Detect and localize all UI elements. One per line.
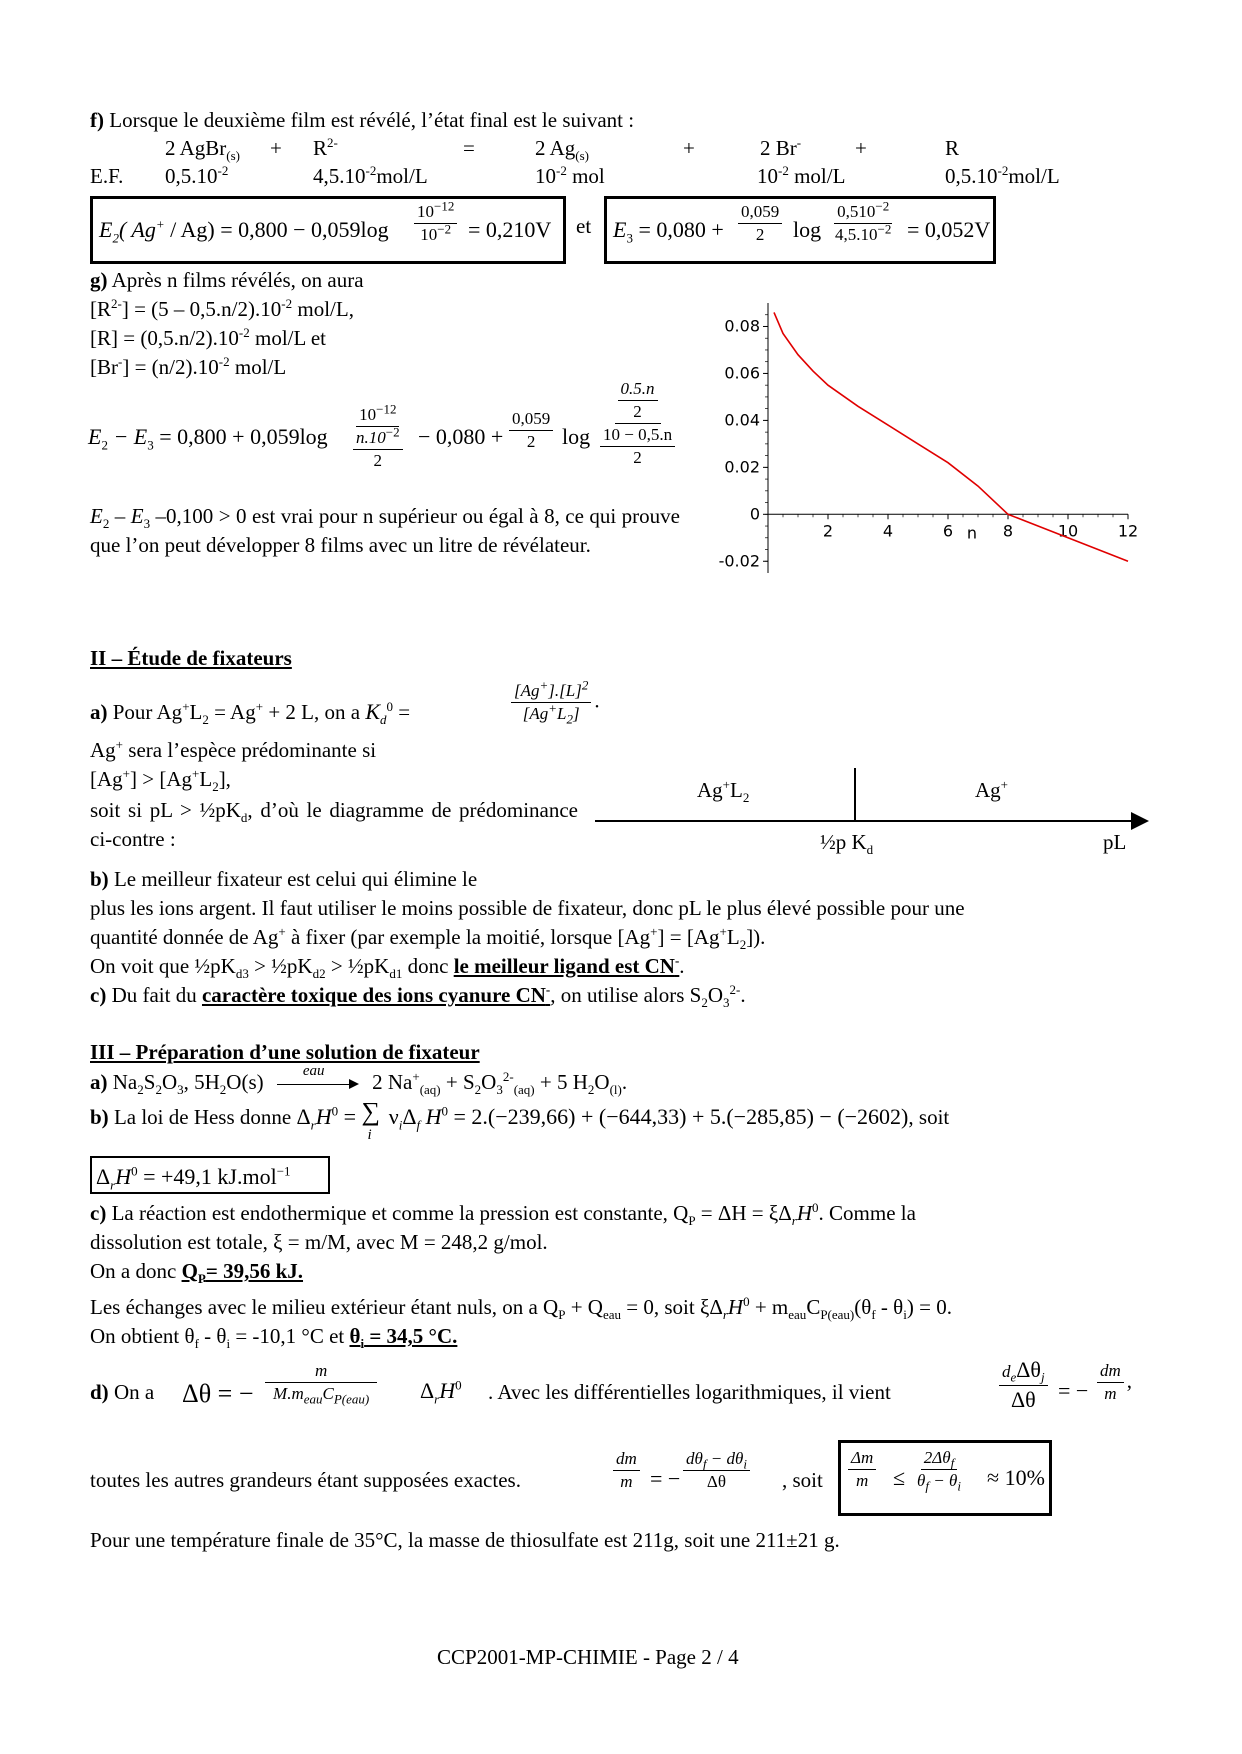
g-conc-br: $[Br^-] = (n/2).10^{-2}$ mol/L — [90, 354, 287, 379]
section3-title: III – Préparation d’une solution de fixateur — [90, 1040, 480, 1064]
e2-e3-plot — [700, 295, 1140, 585]
diagram-boundary — [854, 768, 856, 820]
page-footer: CCP2001-MP-CHIMIE - Page 2 / 4 — [437, 1645, 739, 1669]
y-tick-label: 0.08 — [724, 316, 760, 336]
section3-b: b) La loi de Hess donne $\Delta_rH^0$ = ∑ i $\nu_i\Delta_f$ $H^0 = 2.(-239,66) + (-644,33) + 5.(-285,85) - (-2602)$, soit — [90, 1097, 950, 1143]
relative-error-boxed: $\frac{\Delta m}{m}$ ≤ $\frac{2\Delta\theta_f}{\theta_f - \theta_i}$ ≈ 10% — [838, 1440, 1052, 1516]
f-intro-text: Lorsque le deuxième film est révélé, l’état final est le suivant : — [109, 108, 635, 132]
f-intro — [90, 108, 634, 133]
reaction-arrow: eau — [277, 1074, 359, 1094]
y-tick-label: 0.04 — [724, 410, 760, 430]
section2-b-line4: On voit que $\frac{1}{2}pK_{d3}$ > $\frac{1}{2}pK_{d2}$ > $\frac{1}{2}pK_{d1}$ donc le meilleur ligand est CN-. — [90, 953, 685, 982]
section2-c: c) Du fait du caractère toxique des ions cyanure CN-, on utilise alors $S_2O_3^{2-}$. — [90, 982, 746, 1011]
delta-h-boxed: $\Delta_rH^0 = +49,1$ kJ.mol$^{-1}$ — [90, 1156, 330, 1194]
e2-boxed-equation: $E_2$( Ag+ / Ag) = 0,800 − 0,059log $\frac{10^{-12}}{10^{-2}}$ = 0,210V — [90, 196, 566, 264]
sum-symbol: ∑ i — [361, 1097, 381, 1143]
g-conc-r: $[R] = (0,5.n/2).10^{-2}$ mol/L et — [90, 325, 326, 350]
axis-arrow-icon — [1131, 812, 1149, 830]
pred-line3: soit si pL > $\frac{1}{2}pK_d$, d’où le diagramme de prédominance ci-contre : — [90, 798, 579, 851]
g-intro: g) Après n films révélés, on aura — [90, 268, 364, 292]
section3-c-line5: On obtient $\theta_f - \theta_i = -10,1$ °C et $\theta_i = 34,5$ °C. — [90, 1324, 458, 1352]
et-word: et — [576, 214, 592, 238]
y-tick-label: 0.06 — [724, 363, 760, 383]
y-tick-label: -0.02 — [718, 551, 760, 571]
diagram-right-species: Ag+ — [975, 777, 1009, 802]
section2-b-line2: plus les ions argent. Il faut utiliser le moins possible de fixateur, donc pL le plus élevé possible pour une — [90, 896, 965, 920]
e3-boxed-equation: $E_3 = 0,080$ + $\frac{0,059}{2}$ log $\frac{0,510^{-2}}{4,5.10^{-2}}$ = 0,052V — [604, 196, 996, 264]
x-axis-label: n — [966, 523, 978, 543]
diagram-axis — [595, 820, 1135, 822]
section3-a: a) $Na_2S_2O_3$, $5H_2O(s)$ eau 2 $Na^+_{(aq)} + S_2O_3^{2-}_{(aq)} + 5$ $H_2O_{(l)}$. — [90, 1063, 628, 1098]
g-conclusion: $E_2 - E_3$ –0,100 > 0 est vrai pour n supérieur ou égal à 8, ce qui prouve que l’on peut développer 8 films avec un litre de révélateur. — [90, 504, 680, 557]
section2-title: II – Étude de fixateurs — [90, 646, 292, 670]
section3-d-final: Pour une température finale de 35°C, la masse de thiosulfate est 211g, soit une 211±21 g. — [90, 1528, 840, 1552]
diagram-left-species: $Ag^+L_2$ — [697, 777, 750, 806]
section3-d-line2: toutes les autres grandeurs étant supposées exactes. $\frac{dm}{m}$ = − $\frac{d\theta_f - d\theta_i}{\Delta\theta}$ , soit — [90, 1449, 823, 1492]
x-tick-label: 12 — [1117, 521, 1139, 541]
section3-c-line1: c) La réaction est endothermique et comme la pression est constante, $Q_P = \Delta H = \xi\Delta_rH^0$. Comme la — [90, 1200, 916, 1229]
x-tick-label: 4 — [882, 521, 894, 541]
section3-c-line2: dissolution est totale, ξ = m/M, avec M = 248,2 g/mol. — [90, 1230, 548, 1254]
g-conc-r2: $[R^{2-}] = (5 - 0,5.n/2).10^{-2}$ mol/L, — [90, 296, 354, 321]
right-arrow-icon — [349, 1079, 359, 1089]
x-tick-label: 8 — [1002, 521, 1014, 541]
g-equation: $E_2 - E_3 = 0,800 + 0,059\log$ $10^{-12}$ $n.10^{-2}$ 2 − 0,080 + $\frac{0,059}{2}$ log $\frac{\frac{0.5.n}{2}}{\frac{10 - 0,5.n}{2}}$ — [88, 380, 688, 500]
x-tick-label: 10 — [1057, 521, 1079, 541]
x-tick-label: 6 — [942, 521, 954, 541]
y-tick-label: 0.02 — [724, 457, 760, 477]
pred-line2: $[Ag^+] > [Ag^+L_2]$, — [90, 766, 231, 795]
section2-a: a) Pour $Ag^+L_2 = Ag^+ + 2$ L, on a $K_d^0$ = $\frac{[Ag^+].[L]^2}{[Ag^+L_2]}$ . — [90, 677, 600, 728]
section3-c-line4: Les échanges avec le milieu extérieur étant nuls, on a $Q_P + Q_{eau} = 0$, soit $\xi\Delta_rH^0 + m_{eau}C_{P(eau)}(\theta_f - \theta_i) = 0$. — [90, 1294, 952, 1323]
predominance-diagram — [595, 762, 1155, 862]
pred-line1: Ag+ sera l’espèce prédominante si — [90, 737, 377, 762]
section3-c-line3: On a donc $Q_P= 39,56$ kJ. — [90, 1259, 304, 1287]
diagram-axis-label: pL — [1103, 830, 1127, 854]
y-tick-label: 0 — [749, 504, 760, 524]
x-tick-label: 2 — [822, 521, 834, 541]
f-label: f) — [90, 108, 104, 132]
section3-d-line1: d) On a Δθ = − $\frac{m}{M.m_{eau}C_{P(eau)}}$ $\Delta_rH^0$ . Avec les différentielles logarithmiques, il vient $\frac{d_e\Delta\theta_j}{\Delta\theta}$ = − $\frac{dm}{m}$ , — [90, 1357, 1133, 1412]
diagram-boundary-label: ½p $K_d$ — [820, 830, 874, 858]
section2-b-line3: quantité donnée de Ag+ à fixer (par exemple la moitié, lorsque $[Ag^+] = [Ag^+L_2]$). — [90, 924, 766, 953]
section2-b-line1: b) Le meilleur fixateur est celui qui élimine le — [90, 867, 478, 891]
